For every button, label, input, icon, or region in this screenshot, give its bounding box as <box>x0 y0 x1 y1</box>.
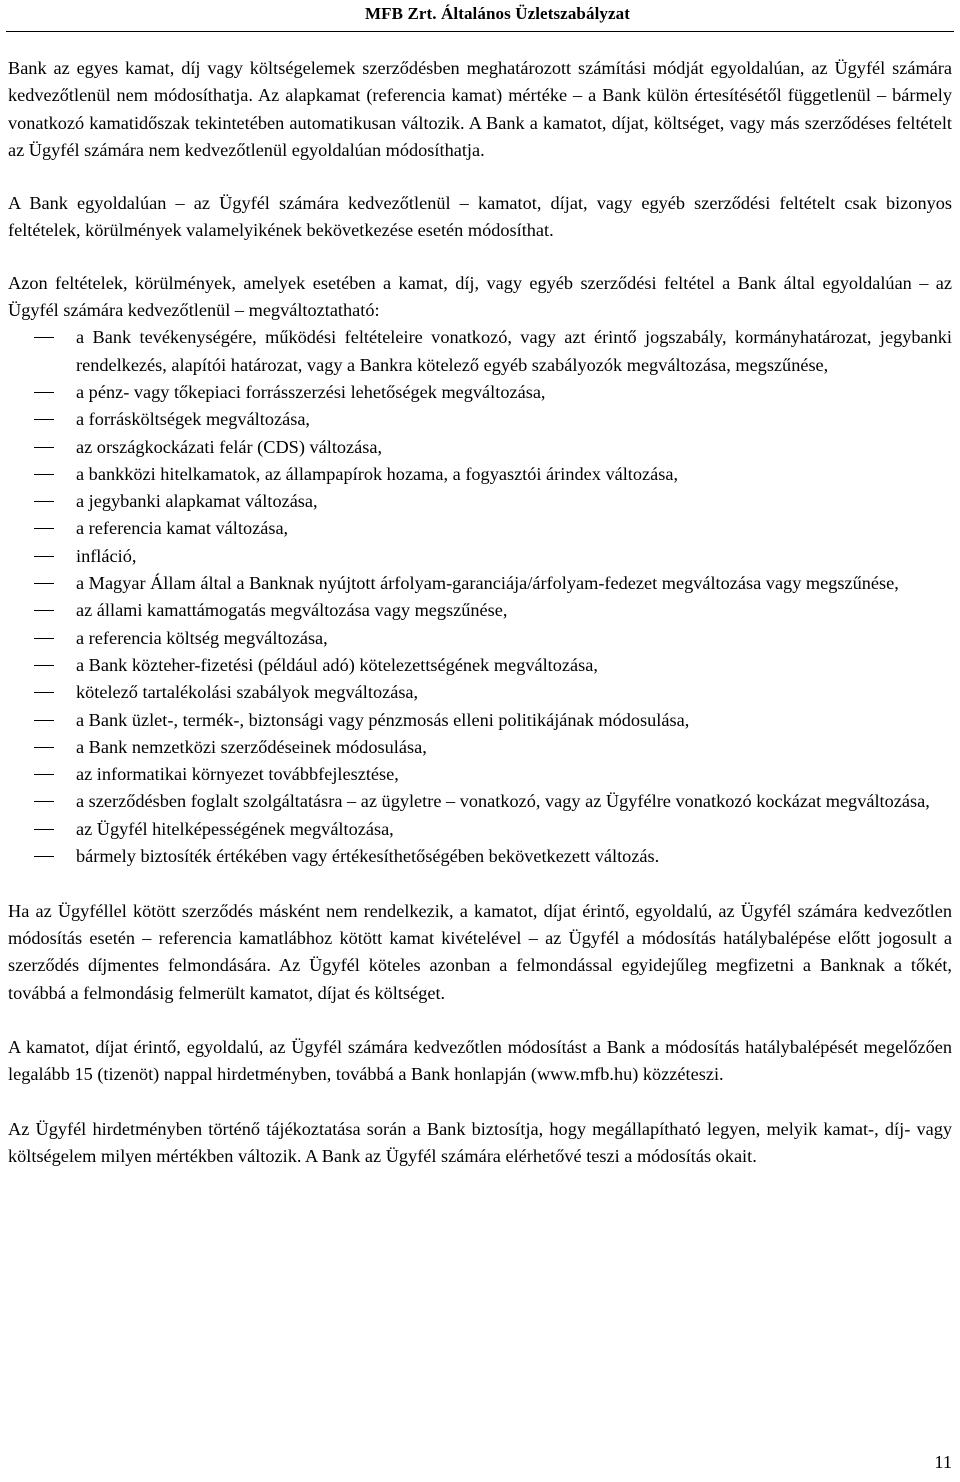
condition-list-item <box>8 597 952 624</box>
condition-text: az Ügyfél hitelképességének megváltozása, <box>76 818 394 839</box>
condition-list-item <box>8 488 952 515</box>
condition-list-item <box>8 461 952 488</box>
dash-bullet-icon <box>34 610 54 611</box>
condition-list-item <box>8 679 952 706</box>
condition-text: a referencia kamat változása, <box>76 518 289 539</box>
condition-list-item <box>8 434 952 461</box>
document-body <box>8 55 952 1198</box>
condition-text: a szerződésben foglalt szolgáltatásra – az ügyletre – vonatkozó, vagy az Ügyfélre vonatkozó kockázat megváltozása, <box>76 791 930 812</box>
condition-list-item <box>8 816 952 843</box>
condition-text: a referencia költség megváltozása, <box>76 627 328 648</box>
paragraph-calculation-method: Bank az egyes kamat, díj vagy költségelemek szerződésben meghatározott számítási módját egyoldalúan, az Ügyfél számára kedvezőtlenül nem módosíthatja. Az alapkamat (referencia kamat) mértéke – a Bank külön értesítésétől függetlenül – bármely vonatkozó kamatidőszak tekintetében automatikusan változik. A Bank a kamatot, díjat, költséget, vagy más szerződéses feltételt az Ügyfél számára nem kedvezőtlenül egyoldalúan módosíthatja. <box>8 58 952 160</box>
condition-text: a Bank üzlet-, termék-, biztonsági vagy pénzmosás elleni politikájának módosulása, <box>76 709 690 730</box>
dash-bullet-icon <box>34 747 54 748</box>
paragraph-conditions-intro: Azon feltételek, körülmények, amelyek esetében a kamat, díj, vagy egyéb szerződési feltétel a Bank által egyoldalúan – az Ügyfél számára kedvezőtlenül – megváltoztatható: <box>8 272 952 321</box>
dash-bullet-icon <box>34 419 54 420</box>
dash-bullet-icon <box>34 474 54 475</box>
dash-bullet-icon <box>34 392 54 393</box>
paragraph-unilateral-modification: A Bank egyoldalúan – az Ügyfél számára kedvezőtlenül – kamatot, díjat, vagy egyéb szerződési feltételt csak bizonyos feltételek, körülmények valamelyikének bekövetkezése esetén módosíthat. <box>8 193 952 241</box>
condition-text: az országkockázati felár (CDS) változása, <box>76 436 383 457</box>
condition-list-item <box>8 761 952 788</box>
condition-list-item <box>8 570 952 597</box>
condition-list-item <box>8 734 952 761</box>
condition-list-item <box>8 406 952 433</box>
condition-text: a Magyar Állam által a Banknak nyújtott árfolyam-garanciája/árfolyam-fedezet megváltozása vagy megszűnése, <box>76 573 899 594</box>
condition-list-item <box>8 543 952 570</box>
dash-bullet-icon <box>34 829 54 830</box>
dash-bullet-icon <box>34 501 54 502</box>
document-header-title: MFB Zrt. Általános Üzletszabályzat <box>365 4 630 23</box>
dash-bullet-icon <box>34 556 54 557</box>
condition-text: kötelező tartalékolási szabályok megváltozása, <box>76 682 419 703</box>
dash-bullet-icon <box>34 447 54 448</box>
condition-text: a pénz- vagy tőkepiaci forrásszerzési lehetőségek megváltozása, <box>76 381 546 402</box>
condition-list-item <box>8 788 952 815</box>
condition-text: a Bank közteher-fizetési (például adó) kötelezettségének megváltozása, <box>76 654 598 675</box>
dash-bullet-icon <box>34 692 54 693</box>
condition-list-item <box>8 324 952 379</box>
condition-text: a forrásköltségek megváltozása, <box>76 409 311 430</box>
dash-bullet-icon <box>34 638 54 639</box>
condition-text: a jegybanki alapkamat változása, <box>76 491 318 512</box>
page-number: 11 <box>934 1452 952 1472</box>
condition-text: az állami kamattámogatás megváltozása vagy megszűnése, <box>76 600 508 621</box>
dash-bullet-icon <box>34 801 54 802</box>
paragraph-publication: A kamatot, díjat érintő, egyoldalú, az Ügyfél számára kedvezőtlen módosítást a Bank a módosítás hatálybalépését megelőzően legalább 15 (tizenöt) nappal hirdetményben, továbbá a Bank honlapján (www.mfb.hu) közzéteszi. <box>8 1037 952 1085</box>
condition-text: az informatikai környezet továbbfejlesztése, <box>76 764 399 785</box>
condition-list-item <box>8 515 952 542</box>
conditions-list <box>8 324 952 870</box>
paragraph-client-information: Az Ügyfél hirdetményben történő tájékoztatása során a Bank biztosítja, hogy megállapítható legyen, melyik kamat-, díj- vagy költségelem milyen mértékben változik. A Bank az Ügyfél számára elérhetővé teszi a módosítás okait. <box>8 1118 952 1167</box>
dash-bullet-icon <box>34 665 54 666</box>
header-divider <box>6 31 954 32</box>
dash-bullet-icon <box>34 337 54 338</box>
dash-bullet-icon <box>34 720 54 721</box>
dash-bullet-icon <box>34 774 54 775</box>
condition-list-item <box>8 652 952 679</box>
condition-text: infláció, <box>76 545 137 566</box>
condition-text: a Bank tevékenységére, működési feltételeire vonatkozó, vagy azt érintő jogszabály, kormányhatározat, jegybanki rendelkezés, alapítói határozat, vagy a Bankra kötelező egyéb szabályozók megváltozása, megszűnése, <box>76 327 952 375</box>
condition-list-item <box>8 625 952 652</box>
dash-bullet-icon <box>34 856 54 857</box>
condition-list-item <box>8 707 952 734</box>
dash-bullet-icon <box>34 583 54 584</box>
condition-list-item <box>8 843 952 870</box>
condition-list-item <box>8 379 952 406</box>
condition-text: bármely biztosíték értékében vagy értékesíthetőségében bekövetkezett változás. <box>76 846 660 867</box>
condition-text: a bankközi hitelkamatok, az állampapírok hozama, a fogyasztói árindex változása, <box>76 463 679 484</box>
paragraph-termination-right: Ha az Ügyféllel kötött szerződés másként nem rendelkezik, a kamatot, díjat érintő, egyoldalú, az Ügyfél számára kedvezőtlen módosítás esetén – referencia kamatlábhoz kötött kamat kivételével – az Ügyfél a módosítás hatálybalépése előtt jogosult a szerződés díjmentes felmondására. Az Ügyfél köteles azonban a felmondással egyidejűleg megfizetni a Banknak a tőkét, továbbá a felmondásig felmerült kamatot, díjat és költséget. <box>8 900 952 1003</box>
condition-text: a Bank nemzetközi szerződéseinek módosulása, <box>76 736 427 757</box>
dash-bullet-icon <box>34 528 54 529</box>
